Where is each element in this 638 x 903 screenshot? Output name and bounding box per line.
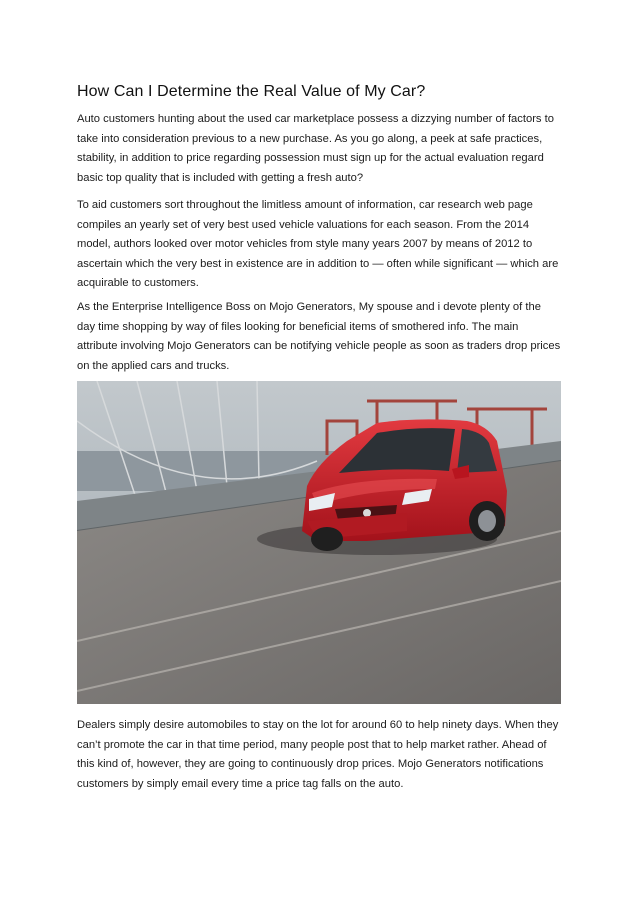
badge-icon bbox=[363, 509, 371, 517]
paragraph-2: To aid customers sort throughout the limitless amount of information, car research web page compiles an yearly set of very best used vehicle valuations for each season. From the 2014 model, authors looked over motor vehicles from style many years 2007 by means of 2012 to ascertain which the very best in existence are in addition to — often while significant — which are acquirable to customers. bbox=[77, 199, 559, 290]
paragraph-4: Dealers simply desire automobiles to stay on the lot for around 60 to help ninety days. When they can’t promote the car in that time period, many people post that to help market rather. Ahead of this kind of, however, they are going to continuously drop prices. Mojo Generators notifications customers by simply email every time a price tag falls on the auto. bbox=[77, 719, 559, 790]
car-illustration bbox=[77, 381, 561, 704]
article-title: How Can I Determine the Real Value of My Car? bbox=[77, 83, 426, 100]
car-photo bbox=[77, 381, 561, 704]
paragraph-3: As the Enterprise Intelligence Boss on Mojo Generators, My spouse and i devote plenty of the day time shopping by way of files looking for beneficial items of smothered info. The main attribute involving Mojo Generators can be notifying vehicle people as soon as traders drop prices on the applied cars and trucks. bbox=[77, 301, 561, 372]
wheel-front bbox=[311, 527, 343, 551]
paragraph-1: Auto customers hunting about the used car marketplace possess a dizzying number of factors to take into consideration previous to a new purchase. As you go along, a peek at safe practices, stability, in addition to price regarding possession must sign up for the actual evaluation regard basic top quality that is included with getting a fresh auto? bbox=[77, 113, 554, 184]
